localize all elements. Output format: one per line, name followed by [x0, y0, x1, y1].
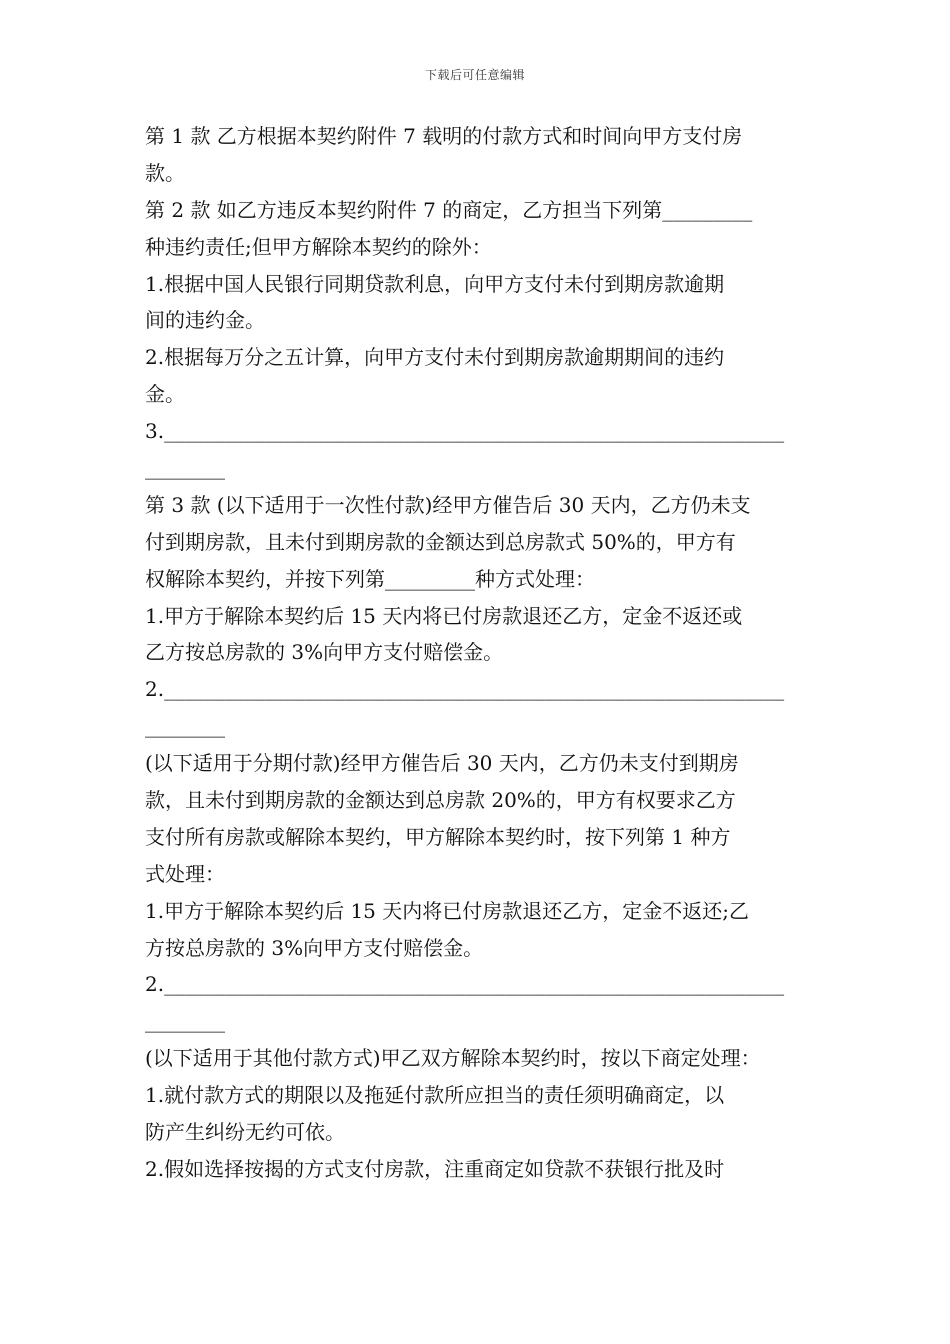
text-line: 方按总房款的 3%向甲方支付赔偿金。 [145, 935, 484, 960]
text-line: 支付所有房款或解除本契约，甲方解除本契约时，按下列第 1 种方 [145, 824, 731, 849]
text-line: ________ [145, 456, 225, 481]
text-line: 2.假如选择按揭的方式支付房款，注重商定如贷款不获银行批及时 [145, 1156, 725, 1181]
text-line: 乙方按总房款的 3%向甲方支付赔偿金。 [145, 640, 504, 665]
text-line: 1.就付款方式的期限以及拖延付款所应担当的责任须明确商定，以 [145, 1083, 725, 1108]
text-line: 1.甲方于解除本契约后 15 天内将已付房款退还乙方，定金不返还;乙 [145, 898, 749, 923]
text-line: 付到期房款，且未付到期房款的金额达到总房款式 50%的，甲方有 [145, 529, 736, 554]
text-line: 款。 [145, 160, 185, 185]
text-line: 防产生纠纷无约可依。 [145, 1120, 345, 1145]
text-line: 款，且未付到期房款的金额达到总房款 20%的，甲方有权要求乙方 [145, 788, 736, 813]
text-line: 金。 [145, 382, 185, 407]
text-line: (以下适用于分期付款)经甲方催告后 30 天内，乙方仍未支付到期房 [145, 751, 739, 776]
text-line: 间的违约金。 [145, 308, 265, 333]
text-line: 第 3 款 (以下适用于一次性付款)经甲方催告后 30 天内，乙方仍未支 [145, 492, 751, 517]
page-header: 下载后可任意编辑 [424, 68, 525, 82]
text-line: 2.______________________________________________________________ [145, 972, 785, 997]
contract-body [145, 118, 810, 1188]
text-line: 1.根据中国人民银行同期贷款利息，向甲方支付未付到期房款逾期 [145, 271, 725, 296]
text-line: 式处理： [145, 861, 225, 886]
text-line: 第 2 款 如乙方违反本契约附件 7 的商定，乙方担当下列第_________ [145, 197, 753, 222]
text-line: 1.甲方于解除本契约后 15 天内将已付房款退还乙方，定金不返还或 [145, 603, 743, 628]
text-line: ________ [145, 714, 225, 739]
text-line: 3.______________________________________________________________ [145, 419, 785, 444]
text-line: 种违约责任;但甲方解除本契约的除外： [145, 234, 492, 259]
text-line: 权解除本契约，并按下列第_________种方式处理： [145, 566, 595, 591]
text-line: 2.______________________________________________________________ [145, 677, 785, 702]
text-line: ________ [145, 1009, 225, 1034]
text-line: (以下适用于其他付款方式)甲乙双方解除本契约时，按以下商定处理： [145, 1046, 761, 1071]
text-line: 2.根据每万分之五计算，向甲方支付未付到期房款逾期期间的违约 [145, 345, 725, 370]
text-line: 第 1 款 乙方根据本契约附件 7 载明的付款方式和时间向甲方支付房 [145, 124, 743, 148]
